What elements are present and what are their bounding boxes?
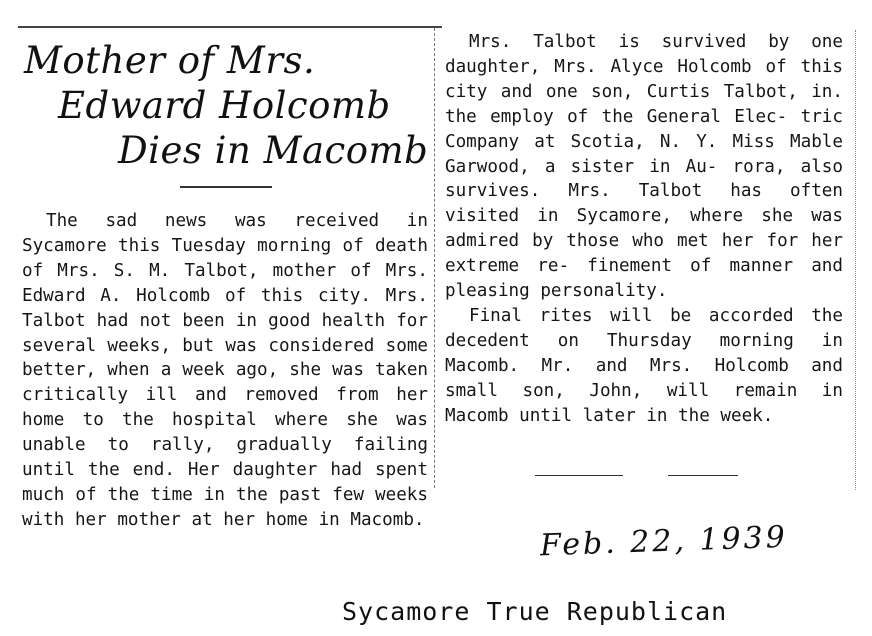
end-rule-right bbox=[668, 475, 738, 476]
source-caption: Sycamore True Republican bbox=[342, 597, 728, 626]
left-line: city. Mrs. Talbot had not been in bbox=[22, 285, 428, 331]
left-line: was considered some better, when bbox=[22, 335, 429, 381]
right-line: Mable Garwood, a sister in Au- bbox=[445, 131, 843, 177]
top-rule bbox=[18, 26, 442, 28]
left-column-text bbox=[22, 209, 428, 533]
right-column-text bbox=[445, 30, 843, 429]
left-line: death of Mrs. S. M. Talbot, mother bbox=[22, 235, 428, 281]
right-line: rora, also survives. Mrs. Talbot bbox=[445, 156, 843, 202]
left-line: the hospital where she was unable bbox=[22, 410, 428, 456]
left-paragraph bbox=[22, 209, 428, 533]
left-line: a week ago, she was taken critically bbox=[22, 360, 429, 406]
left-line: good health for several weeks, but bbox=[22, 310, 428, 356]
left-line: of Mrs. Edward A. Holcomb of this bbox=[22, 260, 428, 306]
column-divider bbox=[434, 28, 436, 488]
right-edge-rule bbox=[855, 30, 857, 490]
article-headline bbox=[20, 38, 430, 173]
right-line: finement of manner and pleasing bbox=[445, 256, 843, 302]
headline-line-2: Edward Holcomb bbox=[58, 84, 391, 127]
right-paragraph-2 bbox=[445, 304, 843, 429]
right-line: tric Company at Scotia, N. Y. Miss bbox=[445, 106, 843, 152]
right-line: daughter, Mrs. Alyce Holcomb of bbox=[445, 56, 787, 77]
right-line: this city and one son, Curtis Talbot, bbox=[445, 56, 843, 102]
right-line: and small son, John, will remain in bbox=[445, 355, 843, 401]
right-line: personality. bbox=[540, 281, 668, 302]
end-rule-left bbox=[535, 475, 623, 476]
headline-line-3: Dies in Macomb bbox=[118, 129, 429, 172]
right-line: in. the employ of the General Elec- bbox=[445, 81, 843, 127]
left-line: ill and removed from her home to bbox=[22, 385, 429, 431]
right-line: Final rites will be accorded the bbox=[469, 305, 843, 326]
right-line: who met her for her extreme re- bbox=[445, 231, 844, 277]
left-line: with her mother at her home in bbox=[22, 509, 340, 530]
left-line: of the time in the past few weeks bbox=[75, 484, 428, 505]
left-line: Sycamore this Tuesday morning of bbox=[22, 235, 364, 256]
right-line: Macomb until later in the week. bbox=[445, 405, 774, 426]
left-line: to rally, gradually failing until the bbox=[22, 435, 429, 481]
headline-divider bbox=[180, 186, 272, 188]
left-line: The sad news was received in bbox=[46, 211, 428, 231]
left-line: Macomb. bbox=[350, 509, 425, 530]
right-paragraph-1 bbox=[445, 30, 843, 304]
headline-line-1: Mother of Mrs. bbox=[24, 39, 316, 82]
right-line: Mrs. Talbot is survived by one bbox=[469, 32, 843, 52]
right-line: has often visited in Sycamore, bbox=[445, 181, 843, 227]
handwritten-date: Feb. 22, 1939 bbox=[539, 519, 789, 564]
right-line: Macomb. Mr. and Mrs. Holcomb bbox=[445, 355, 789, 376]
right-line: where she was admired by those bbox=[445, 206, 843, 252]
left-line: end. Her daughter had spent much bbox=[22, 460, 428, 505]
right-line: decedent on Thursday morning in bbox=[445, 330, 843, 351]
